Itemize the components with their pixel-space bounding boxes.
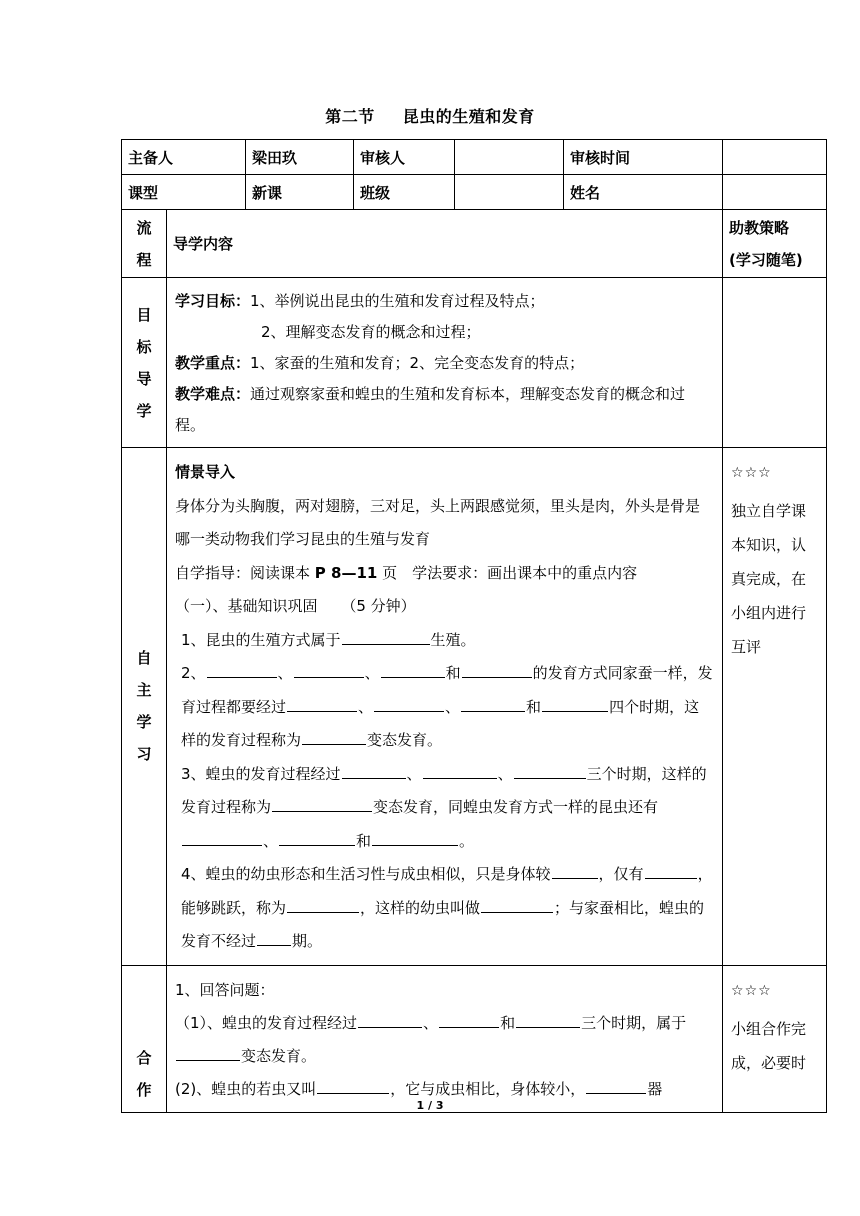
content-column-title: 导学内容 xyxy=(167,210,723,278)
blank[interactable] xyxy=(552,860,598,879)
goals-label: 目 标 导 学 xyxy=(122,278,167,448)
blank[interactable] xyxy=(207,659,277,678)
cooperation-content xyxy=(167,965,723,1112)
blank[interactable] xyxy=(317,1075,389,1094)
blank[interactable] xyxy=(342,760,406,779)
intro-title: 情景导入 xyxy=(175,463,236,481)
question-4: 4、蝗虫的幼虫形态和生活习性与成虫相似，只是身体较 ，仅有 ，能够跳跃，称为 ，这样的幼虫叫做 ；与家蚕相比，蝗虫的发育不经过 期。 xyxy=(175,858,714,959)
blank[interactable] xyxy=(272,793,372,812)
blank[interactable] xyxy=(287,693,357,712)
cooperation-row xyxy=(122,965,827,1112)
rating-stars: ☆☆☆ xyxy=(731,982,772,999)
class-value xyxy=(455,175,564,210)
key-point-key: 教学重点： xyxy=(175,354,251,372)
blank[interactable] xyxy=(257,927,291,946)
flow-label: 流 程 xyxy=(122,210,167,278)
blank[interactable] xyxy=(461,693,525,712)
goals-row xyxy=(122,278,827,448)
blank[interactable] xyxy=(542,693,608,712)
goals-content xyxy=(167,278,723,448)
blank[interactable] xyxy=(586,1075,646,1094)
review-time-label: 审核时间 xyxy=(564,140,723,175)
key-point: 1、家蚕的生殖和发育；2、完全变态发育的特点； xyxy=(250,354,585,372)
question-2: 2、 、 、 和 的发育方式同家蚕一样，发育过程都要经过 、 、 和 四个时期，这样的发育过程称为 变态发育。 xyxy=(175,657,714,758)
self-study-aid xyxy=(723,448,827,966)
blank[interactable] xyxy=(423,760,497,779)
blank[interactable] xyxy=(645,860,697,879)
aid-column-title: 助教策略 (学习随笔) xyxy=(723,210,827,278)
header-row-2 xyxy=(122,175,827,210)
rating-stars: ☆☆☆ xyxy=(731,465,772,481)
cooperation-question-1: （1）、蝗虫的发育过程经过 、 和 三个时期，属于变态发育。 xyxy=(175,1007,714,1073)
lesson-type-value: 新课 xyxy=(246,175,354,210)
cooperation-label: 合 作 xyxy=(122,965,167,1112)
column-header-row xyxy=(122,210,827,278)
blank[interactable] xyxy=(374,693,444,712)
name-value xyxy=(723,175,827,210)
reviewer-value xyxy=(455,140,564,175)
section-topic: 昆虫的生殖和发育 xyxy=(402,107,535,126)
section-number: 第二节 xyxy=(325,107,375,126)
reviewer-label: 审核人 xyxy=(354,140,455,175)
cooperation-question-2: (2)、蝗虫的若虫又叫 ，它与成虫相比，身体较小， 器 xyxy=(175,1073,714,1106)
objective-key: 学习目标： xyxy=(175,292,251,310)
blank[interactable] xyxy=(516,1009,580,1028)
blank[interactable] xyxy=(176,1042,240,1061)
self-study-row xyxy=(122,448,827,966)
objective-2: 2、理解变态发育的概念和过程； xyxy=(261,323,481,341)
blank[interactable] xyxy=(372,827,458,846)
blank[interactable] xyxy=(481,894,553,913)
preparer-label: 主备人 xyxy=(122,140,246,175)
cooperation-aid xyxy=(723,965,827,1112)
cooperation-heading: 1、回答问题： xyxy=(175,980,275,999)
header-row-1 xyxy=(122,140,827,175)
blank[interactable] xyxy=(279,827,355,846)
blank[interactable] xyxy=(358,1009,422,1028)
basic-section: （一）、基础知识巩固 （5 分钟） xyxy=(175,597,416,615)
cooperation-aid-text: 小组合作完成，必要时 xyxy=(731,1019,807,1072)
goals-aid xyxy=(723,278,827,448)
difficulty: 通过观察家蚕和蝗虫的生殖和发育标本，理解变态发育的概念和过程。 xyxy=(175,385,686,434)
objective-1: 1、举例说出昆虫的生殖和发育过程及特点； xyxy=(250,292,545,310)
preparer-value: 梁田玖 xyxy=(246,140,354,175)
self-study-aid-text: 独立自学课本知识，认真完成，在小组内进行互评 xyxy=(731,502,807,656)
blank[interactable] xyxy=(287,894,359,913)
blank[interactable] xyxy=(381,659,445,678)
review-time-value xyxy=(723,140,827,175)
intro-text: 身体分为头胸腹，两对翅膀，三对足，头上两跟感觉须，里头是肉，外头是骨是哪一类动物我们学习昆虫的生殖与发育 xyxy=(175,496,701,548)
blank[interactable] xyxy=(462,659,532,678)
blank[interactable] xyxy=(514,760,586,779)
blank[interactable] xyxy=(302,726,366,745)
study-guide: 自学指导：阅读课本 P 8—11 页 学法要求：画出课本中的重点内容 xyxy=(175,563,638,582)
lesson-plan-table xyxy=(121,139,827,1113)
page-title xyxy=(0,104,860,127)
self-study-label: 自 主 学 习 xyxy=(122,448,167,966)
difficulty-key: 教学难点： xyxy=(175,385,251,403)
page-number: 1 / 3 xyxy=(416,1099,444,1112)
lesson-type-label: 课型 xyxy=(122,175,246,210)
blank[interactable] xyxy=(342,626,430,645)
blank[interactable] xyxy=(294,659,364,678)
question-1: 1、昆虫的生殖方式属于 生殖。 xyxy=(175,624,714,658)
blank[interactable] xyxy=(439,1009,499,1028)
blank[interactable] xyxy=(182,827,262,846)
self-study-content xyxy=(167,448,723,966)
class-label: 班级 xyxy=(354,175,455,210)
question-3: 3、蝗虫的发育过程经过 、 、 三个时期，这样的发育过程称为 变态发育，同蝗虫发育方式一样的昆虫还有、 和 。 xyxy=(175,758,714,859)
name-label: 姓名 xyxy=(564,175,723,210)
